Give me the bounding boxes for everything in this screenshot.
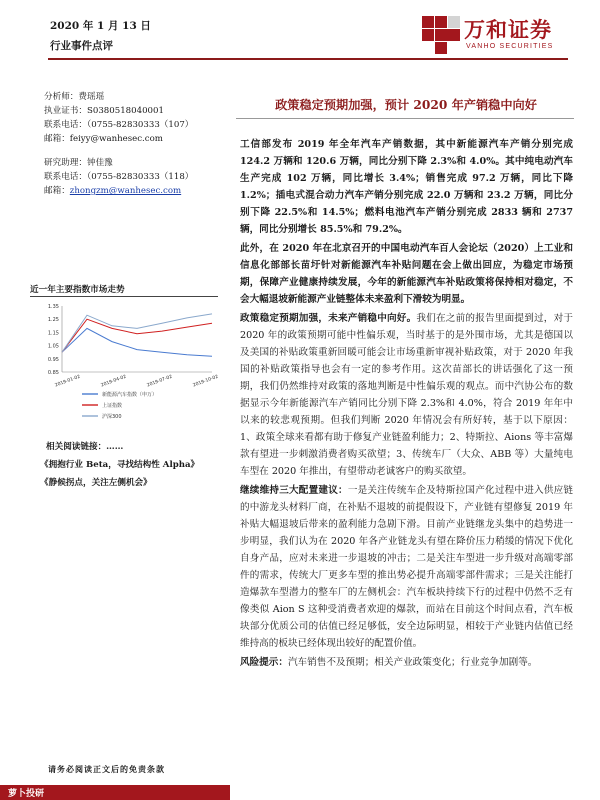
legend-label: 上证指数 [102, 403, 123, 409]
series-line [62, 319, 212, 352]
x-tick-label: 2019-04-02 [100, 374, 128, 389]
report-date: 2020 年 1 月 13 日 [50, 20, 151, 32]
y-tick-label: 1.25 [47, 317, 59, 324]
brand-name: 万和证券 [464, 18, 552, 42]
analyst-label: 分析师： [44, 92, 79, 102]
y-tick-label: 1.05 [47, 343, 59, 350]
legend-label: 新能源汽车指数（申万） [102, 392, 158, 398]
assistant-email[interactable]: zhongzm@wanhesec.com [69, 186, 182, 196]
email-label: 邮箱： [44, 186, 70, 196]
y-tick-label: 1.35 [47, 304, 59, 310]
assistant-phone: （0755-82830333（118） [86, 172, 194, 182]
legend-label: 沪深300 [102, 414, 122, 420]
chart-title: 近一年主要指数市场走势 [30, 285, 125, 295]
report-type: 行业事件点评 [50, 40, 113, 52]
email-label: 邮箱： [44, 134, 70, 144]
assistant-label: 研究助理： [44, 158, 87, 168]
y-tick-label: 1.15 [47, 330, 59, 337]
logo-mark-icon [422, 16, 460, 56]
company-logo [422, 14, 572, 58]
y-tick-label: 0.85 [47, 370, 59, 376]
cert-label: 执业证书： [44, 106, 87, 116]
chart-divider [30, 296, 218, 297]
analyst-email[interactable]: feiyy@wanhesec.com [69, 134, 163, 144]
assistant-name: 钟佳豫 [86, 158, 113, 168]
related-link-1[interactable]: 《拥抱行业 Beta，寻找结构性 Alpha》 [40, 460, 200, 470]
related-reading-title: 相关阅读链接：…… [46, 442, 124, 452]
analyst-info [44, 90, 220, 198]
x-tick-label: 2019-07-02 [146, 374, 174, 389]
series-line [62, 328, 212, 356]
footer-brand-text: 萝卜投研 [8, 789, 45, 799]
article-title: 政策稳定预期加强，预计 2020 年产销稳中向好 [275, 98, 537, 112]
paragraph-risk [240, 654, 573, 671]
series-line [62, 314, 212, 352]
outlook-text: 我们在之前的报告里面提到过，对于 2020 年的政策预期可能中性偏乐观，当时基于的是外围市场，尤其是德国以及美国的补贴政策重新回暖可能会让市场重新审视补贴政策，对于 2020 年我国的补贴政策指导也会有一定的参考作用。这次苗部长的讲话强化了这一预期，我们仍然维持对政策的落地判断是中性偏乐观的观点。而中汽协公布的数据显示今年新能源汽车产销同比分别下降 2.3%和 4.0%，符合 2019 年年中以来的较悲观预期。但我们判断 2020 年情况会有所好转，基于以下原因：1、政策全球来看都有助于修复产业链盈利能力；2、特斯拉、Aions 等丰富爆款有望进一步刺激消费者购买欲望；3、传统车厂（大众、ABB 等）大量纯电车型在 2020 年推出，有望带动老诚客户的购买欲望。 [240, 313, 574, 477]
index-trend-chart [30, 300, 220, 430]
recommendations-lead: 继续维持三大配置建议： [240, 485, 348, 496]
article-body [240, 136, 573, 673]
paragraph-policy-forum: 此外，在 2020 年在北京召开的中国电动汽车百人会论坛（2020）上工业和信息化部部长苗圩针对新能源汽车补贴问题在会上做出回应，为稳定市场预期，保障产业健康持续发展，今年的新能源汽车补贴政策将保持相对稳定，不会大幅退坡新能源产业链整体未来盈利下滑较为明显。 [240, 243, 573, 305]
x-tick-label: 2019-01-02 [54, 374, 82, 389]
risk-lead: 风险提示： [240, 657, 288, 668]
related-link-2[interactable]: 《静候拐点，关注左侧机会》 [40, 478, 152, 488]
paragraph-outlook [240, 310, 573, 480]
analyst-phone: （0755-82830333（107） [86, 120, 194, 130]
brand-name-en: VANHO SECURITIES [466, 43, 554, 50]
header-divider [48, 58, 568, 60]
phone-label: 联系电话： [44, 120, 87, 130]
risk-text: 汽车销售不及预期；相关产业政策变化；行业竞争加剧等。 [287, 657, 538, 668]
paragraph-recommendations [240, 482, 573, 652]
paragraph-production-data: 工信部发布 2019 年全年汽车产销数据，其中新能源汽车产销分别完成 124.2 万辆和 120.6 万辆，同比分别下降 2.3%和 4.0%。其中纯电动汽车生产完成 102 万辆，同比增长 3.4%；销售完成 97.2 万辆，同比下降 1.2%；插电式混合动力汽车产销分别完成 22.0 万辆和 23.2 万辆，同比分别下降 22.5%和 14.5%；燃料电池汽车产销分别完成 2833 辆和 2737 辆，同比分别增长 85.5%和 79.2%。 [240, 139, 573, 235]
y-tick-label: 0.95 [47, 356, 59, 363]
disclaimer-note: 请务必阅读正文后的免责条款 [48, 764, 165, 774]
title-divider [236, 118, 574, 119]
analyst-name: 费瑶瑶 [78, 92, 105, 102]
recommendations-text: 一是关注传统车企及特斯拉国产化过程中进入供应链的中游龙头材料厂商，在补贴不退坡的前提假设下，产业链有望修复 2019 年补贴大幅退坡后带来的盈利能力急剧下滑。目前产业链继龙头集中的趋势进一步明显，我们认为在 2020 年各产业链龙头有望在降价压力稍缓的情况下优化自身产品，应对未来进一步退坡的冲击；二是关注车型进一步升级对高端零部件的需求，传统大厂更多车型的推出势必提升高端零部件需求；三是关注能打造爆款车型潜力的整车厂的左侧机会：汽车板块持续下行的过程中仍然不乏有像类似 Aion S 这种受消费者欢迎的爆款，而站在目前这个时间点看，汽车板块部分优质公司的估值已经足够低，安全边际明显，相较于产业链内估值已经维持高的板块已经体现出较好的配置价值。 [240, 485, 574, 649]
cert-number: S0380518040001 [86, 106, 164, 116]
x-tick-label: 2019-10-02 [192, 374, 220, 389]
outlook-lead: 政策稳定预期加强，未来产销稳中向好。 [240, 313, 417, 324]
phone-label: 联系电话： [44, 172, 87, 182]
